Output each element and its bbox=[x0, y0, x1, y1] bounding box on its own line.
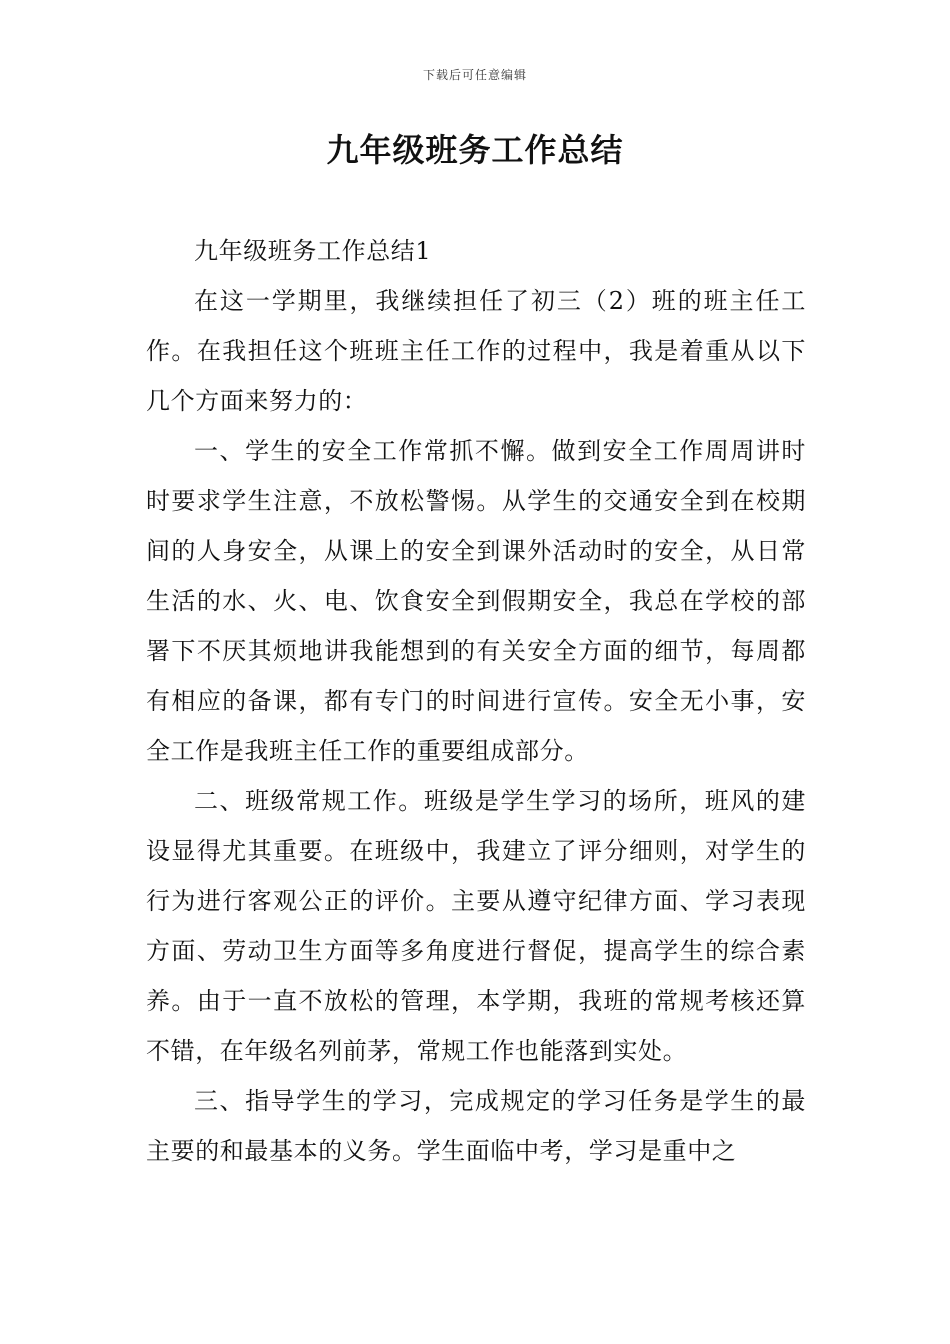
document-body bbox=[146, 226, 806, 1176]
paragraph-class-routine: 二、班级常规工作。班级是学生学习的场所，班风的建设显得尤其重要。在班级中，我建立了评分细则，对学生的行为进行客观公正的评价。主要从遵守纪律方面、学习表现方面、劳动卫生方面等多角度进行督促，提高学生的综合素养。由于一直不放松的管理，本学期，我班的常规考核还算不错，在年级名列前茅，常规工作也能落到实处。 bbox=[146, 787, 806, 1065]
paragraph-safety: 一、学生的安全工作常抓不懈。做到安全工作周周讲时时要求学生注意，不放松警惕。从学生的交通安全到在校期间的人身安全，从课上的安全到课外活动时的安全，从日常生活的水、火、电、饮食安全到假期安全，我总在学校的部署下不厌其烦地讲我能想到的有关安全方面的细节，每周都有相应的备课，都有专门的时间进行宣传。安全无小事，安全工作是我班主任工作的重要组成部分。 bbox=[146, 437, 806, 765]
document-title: 九年级班务工作总结 bbox=[326, 131, 624, 169]
paragraph-study-guidance: 三、指导学生的学习，完成规定的学习任务是学生的最主要的和最基本的义务。学生面临中考，学习是重中之 bbox=[146, 1087, 806, 1165]
section-heading: 九年级班务工作总结1 bbox=[194, 237, 432, 265]
paragraph-intro: 在这一学期里，我继续担任了初三（2）班的班主任工作。在我担任这个班班主任工作的过程中，我是着重从以下几个方面来努力的： bbox=[146, 287, 806, 415]
header-note: 下载后可任意编辑 bbox=[422, 68, 527, 82]
